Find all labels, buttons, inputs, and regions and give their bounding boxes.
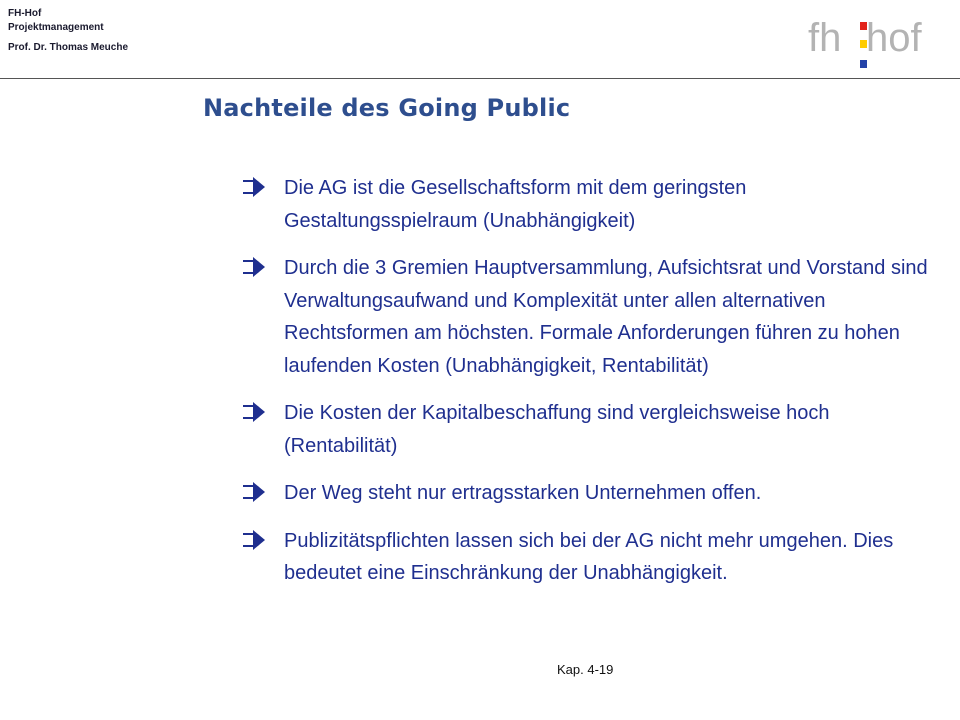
bullet-text: Durch die 3 Gremien Hauptversammlung, Aufsichtsrat und Vorstand sind Verwaltungsaufwand und Komplexität unter allen alternativen Rechtsformen am höchsten. Formale Anforderungen führen zu hohen laufenden Kosten (Unabhängigkeit, Rentabilität) [284,257,928,377]
bullet-item [240,525,930,590]
institution-name: FH-Hof [8,8,42,19]
bullet-text: Publizitätspflichten lassen sich bei der AG nicht mehr umgehen. Dies bedeutet eine Einschränkung der Unabhängigkeit. [284,529,894,584]
bullet-list [240,172,930,605]
fh-hof-logo [808,14,948,74]
bullet-text: Der Weg steht nur ertragsstarken Unternehmen offen. [284,482,762,504]
bullet-item [240,477,930,510]
bullet-text: Die AG ist die Gesellschaftsform mit dem geringsten Gestaltungsspielraum (Unabhängigkeit) [284,177,747,232]
bullet-item [240,252,930,382]
bullet-item [240,397,930,462]
bullet-item [240,172,930,237]
header-divider [0,78,960,79]
bullet-text: Die Kosten der Kapitalbeschaffung sind vergleichsweise hoch (Rentabilität) [284,402,830,457]
page-number: Kap. 4-19 [557,662,614,677]
lecturer-name: Prof. Dr. Thomas Meuche [8,42,129,53]
right-arrow-icon [240,525,266,557]
slide-title: Nachteile des Going Public [203,94,571,122]
right-arrow-icon [240,172,266,204]
right-arrow-icon [240,252,266,284]
logo-text-fh: fh [808,16,842,60]
course-name: Projektmanagement [8,22,104,33]
right-arrow-icon [240,397,266,429]
logo-text-hof: hof [866,16,922,60]
header-info [8,7,128,55]
right-arrow-icon [240,477,266,509]
